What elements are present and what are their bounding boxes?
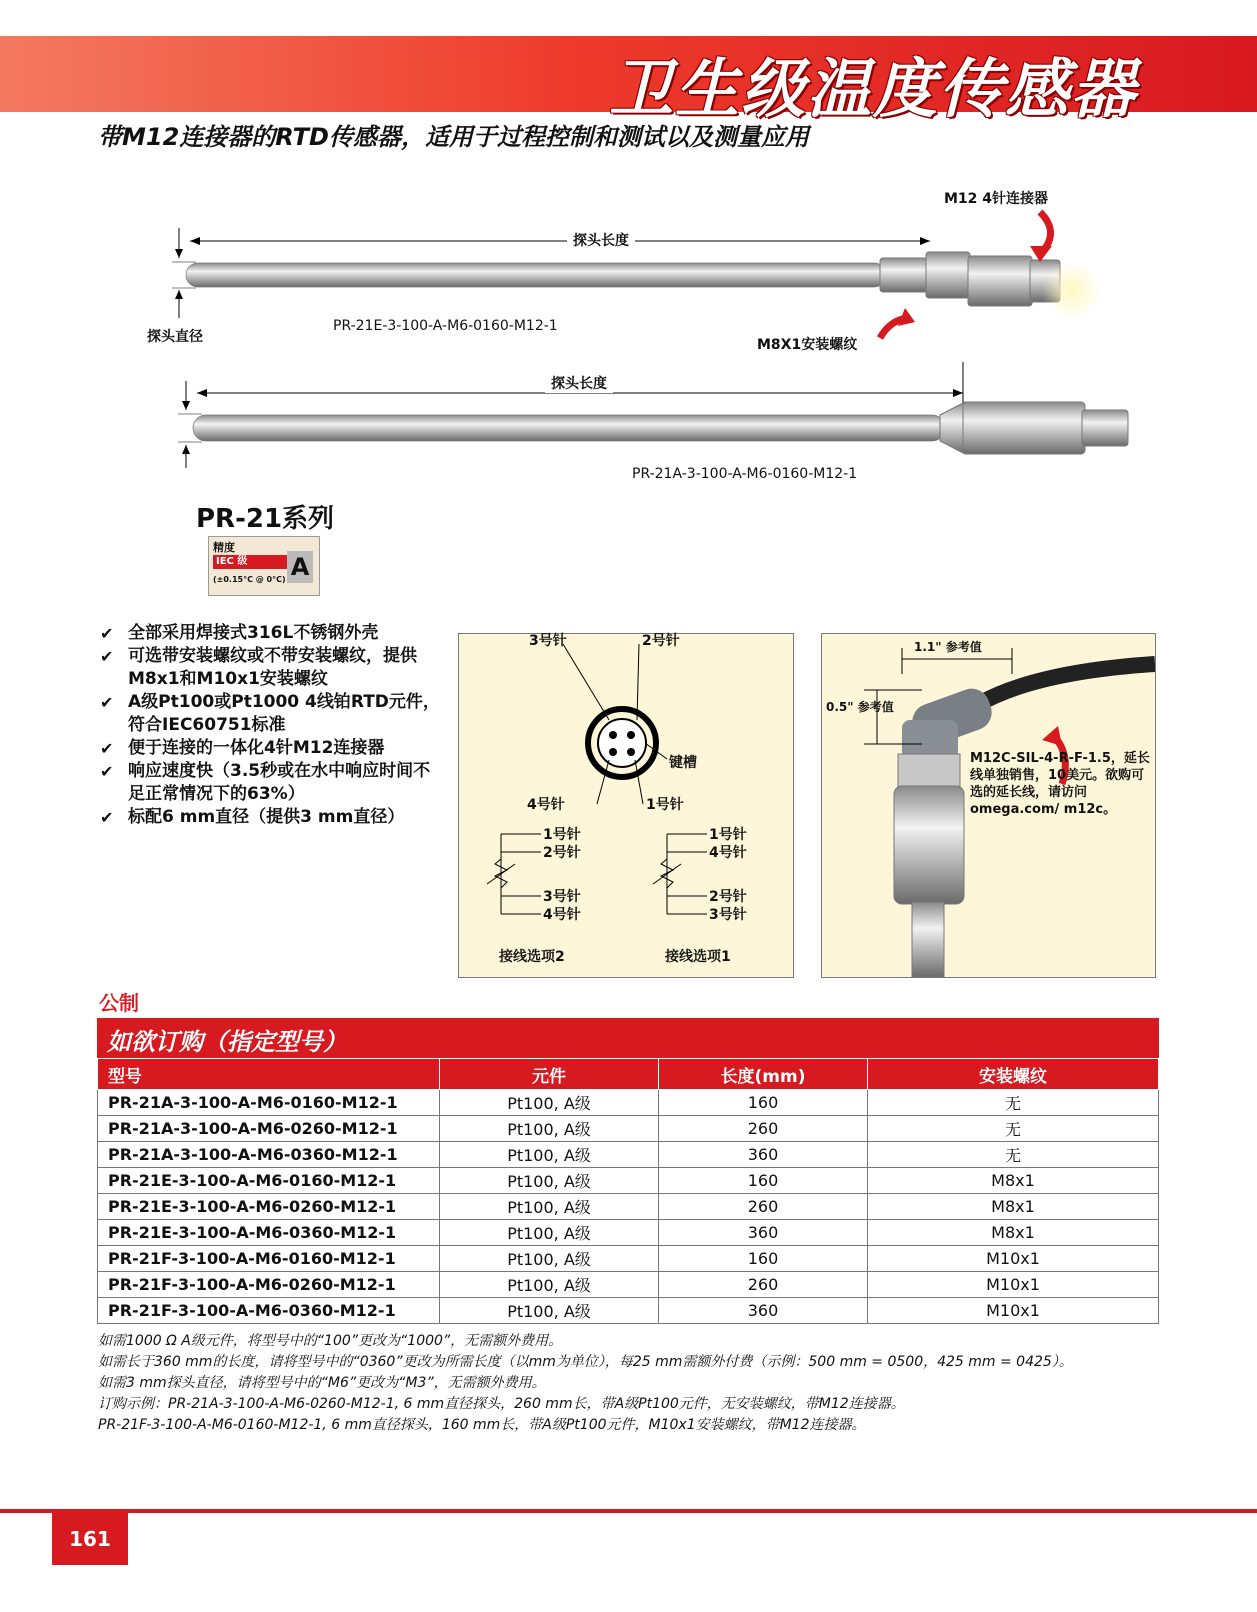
check-icon: ✔ xyxy=(100,647,114,666)
column-header: 长度(mm) xyxy=(659,1059,868,1090)
connector-label: M12 4针连接器 xyxy=(944,191,1049,207)
opt2-label: 3号针 xyxy=(543,889,581,905)
note-line: 如需1000 Ω A级元件，将型号中的“100”更改为“1000”，无需额外费用。 xyxy=(98,1333,563,1349)
opt1-label: 2号针 xyxy=(709,889,747,905)
table-row: PR-21E-3-100-A-M6-0360-M12-1 Pt100, A级 360 M8x1 xyxy=(98,1220,1159,1246)
badge-class: IEC 级 xyxy=(213,555,292,569)
table-row: PR-21F-3-100-A-M6-0160-M12-1 Pt100, A级 160 M10x1 xyxy=(98,1246,1159,1272)
opt1-label: 1号针 xyxy=(709,827,747,843)
probe-diameter-label: 探头直径 xyxy=(147,329,203,345)
probe-length-label-1: 探头长度 xyxy=(567,230,635,250)
note-line: 订购示例：PR-21A-3-100-A-M6-0260-M12-1, 6 mm直径探头，260 mm长，带A级Pt100元件，无安装螺纹，带M12连接器。 xyxy=(98,1396,905,1412)
probe-diagram-2 xyxy=(178,362,1128,468)
accuracy-badge xyxy=(208,536,320,596)
check-icon: ✔ xyxy=(100,693,114,712)
table-row: PR-21F-3-100-A-M6-0260-M12-1 Pt100, A级 260 M10x1 xyxy=(98,1272,1159,1298)
column-header: 安装螺纹 xyxy=(868,1059,1159,1090)
cable-note: M12C-SIL-4-R-F-1.5，延长线单独销售，10美元。欲购可选的延长线，请访问omega.com/ m12c。 xyxy=(970,751,1150,817)
feature-item: ✔ 响应速度快（3.5秒或在水中响应时间不足正常情况下的63%） xyxy=(100,761,431,804)
model-label-2: PR-21A-3-100-A-M6-0160-M12-1 xyxy=(632,466,858,482)
pin4-label: 4号针 xyxy=(527,797,565,813)
feature-item: ✔ 可选带安装螺纹或不带安装螺纹，提供M8x1和M10x1安装螺纹 xyxy=(100,646,417,689)
badge-range: (±0.15°C @ 0°C) xyxy=(213,575,286,584)
table-row: PR-21E-3-100-A-M6-0260-M12-1 Pt100, A级 260 M8x1 xyxy=(98,1194,1159,1220)
table-row: PR-21A-3-100-A-M6-0160-M12-1 Pt100, A级 160 无 xyxy=(98,1090,1159,1116)
table-header-row xyxy=(98,1059,1159,1090)
opt1-label: 4号针 xyxy=(709,845,747,861)
order-table xyxy=(97,1058,1159,1324)
probe-length-label-2: 探头长度 xyxy=(545,373,613,393)
table-row: PR-21A-3-100-A-M6-0260-M12-1 Pt100, A级 260 无 xyxy=(98,1116,1159,1142)
note-line: 如需3 mm探头直径，请将型号中的“M6”更改为“M3”，无需额外费用。 xyxy=(98,1375,546,1391)
notes xyxy=(98,1331,1238,1436)
wiring-option-2-caption: 接线选项2 xyxy=(499,949,565,965)
table-row: PR-21A-3-100-A-M6-0360-M12-1 Pt100, A级 360 无 xyxy=(98,1142,1159,1168)
thread-label: M8X1安装螺纹 xyxy=(757,337,858,353)
feature-list xyxy=(100,622,440,829)
feature-item: ✔ 标配6 mm直径（提供3 mm直径） xyxy=(100,807,405,827)
probe-diagram-1 xyxy=(172,212,1102,338)
page-title: 卫生级温度传感器 xyxy=(609,53,1137,127)
column-header: 型号 xyxy=(98,1059,440,1090)
badge-grade: A xyxy=(287,551,313,583)
feature-item: ✔ 便于连接的一体化4针M12连接器 xyxy=(100,738,385,758)
check-icon: ✔ xyxy=(100,808,114,827)
opt2-label: 2号针 xyxy=(543,845,581,861)
feature-item: ✔ A级Pt100或Pt1000 4线铂RTD元件，符合IEC60751标准 xyxy=(100,692,440,735)
keyway-label: 键槽 xyxy=(669,755,697,771)
check-icon: ✔ xyxy=(100,624,114,643)
note-line: PR-21F-3-100-A-M6-0160-M12-1, 6 mm直径探头，160 mm长，带A级Pt100元件，M10x1安装螺纹，带M12连接器。 xyxy=(98,1417,866,1433)
product-diagrams xyxy=(0,0,1257,500)
column-header: 元件 xyxy=(440,1059,659,1090)
subtitle: 带M12连接器的RTD传感器，适用于过程控制和测试以及测量应用 xyxy=(98,123,809,151)
table-row: PR-21E-3-100-A-M6-0160-M12-1 Pt100, A级 160 M8x1 xyxy=(98,1168,1159,1194)
pin-wiring-diagram xyxy=(459,634,793,977)
check-icon: ✔ xyxy=(100,739,114,758)
page-number: 161 xyxy=(52,1513,128,1565)
footer-rule xyxy=(0,1509,1257,1513)
note-line: 如需长于360 mm的长度，请将型号中的“0360”更改为所需长度（以mm为单位），每25 mm需额外付费（示例：500 mm = 0500，425 mm = 0425）。 xyxy=(98,1354,1073,1370)
badge-title: 精度 xyxy=(213,541,235,554)
connector-photo-panel xyxy=(821,633,1156,978)
pin-diagram-panel xyxy=(458,633,794,978)
opt1-label: 3号针 xyxy=(709,907,747,923)
pin1-label: 1号针 xyxy=(646,797,684,813)
series-title: PR-21系列 xyxy=(196,504,335,534)
pin3-label: 3号针 xyxy=(529,633,567,649)
dimension-width-label: 1.1" 参考值 xyxy=(914,640,982,654)
wiring-option-1-caption: 接线选项1 xyxy=(665,949,731,965)
check-icon: ✔ xyxy=(100,762,114,781)
order-heading: 如欲订购（指定型号） xyxy=(97,1018,1159,1060)
metric-label: 公制 xyxy=(99,991,139,1015)
opt2-label: 4号针 xyxy=(543,907,581,923)
pin2-label: 2号针 xyxy=(642,633,680,649)
model-label-1: PR-21E-3-100-A-M6-0160-M12-1 xyxy=(333,318,558,334)
table-row: PR-21F-3-100-A-M6-0360-M12-1 Pt100, A级 360 M10x1 xyxy=(98,1298,1159,1324)
dimension-height-label: 0.5" 参考值 xyxy=(826,700,894,714)
opt2-label: 1号针 xyxy=(543,827,581,843)
feature-item: ✔ 全部采用焊接式316L不锈钢外壳 xyxy=(100,623,379,643)
